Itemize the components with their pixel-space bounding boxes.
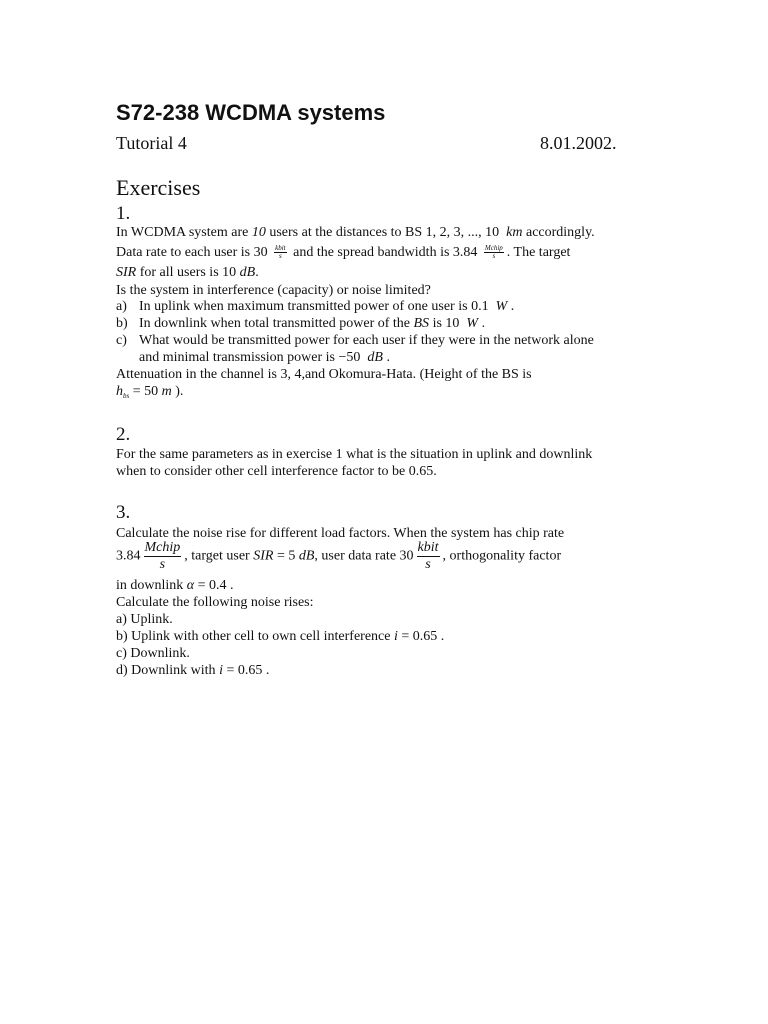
ex1-attenuation-line-1: Attenuation in the channel is 3, 4,and Okomura-Hata. (Height of the BS is: [116, 367, 532, 382]
ex2-line-1: For the same parameters as in exercise 1 what is the situation in uplink and downlink: [116, 447, 593, 462]
ex1-line-4: Is the system in interference (capacity) or noise limited?: [116, 283, 431, 298]
ex3-item-a: a) Uplink.: [116, 612, 173, 627]
ex3-line-4: Calculate the following noise rises:: [116, 595, 314, 610]
ex1-line-2: Data rate to each user is 30 $\frac{\text{kbit}}{s}$ and the spread bandwidth is 3.84 $\frac{\text{Mchip}}{s}$ . The target: [116, 244, 571, 261]
exercise-3-number: 3.: [116, 502, 131, 523]
document-title: S72-238 WCDMA systems: [116, 100, 386, 125]
ex1-item-b-label: b): [116, 316, 128, 331]
section-heading: Exercises: [116, 175, 201, 200]
ex2-line-2: when to consider other cell interference factor to be 0.65.: [116, 464, 437, 479]
ex3-line-1: Calculate the noise rise for different load factors. When the system has chip rate: [116, 526, 565, 541]
ex1-line-3: SIR for all users is 10 dB.: [116, 265, 259, 280]
ex1-line-1: In WCDMA system are 10 users at the distances to BS 1, 2, 3, ..., 10 km accordingly.: [116, 225, 595, 240]
ex1-item-c-label: c): [116, 333, 127, 348]
exercise-2-number: 2.: [116, 424, 131, 445]
exercise-1-number: 1.: [116, 203, 131, 224]
ex3-line-2: 3.84 $\frac{\text{Mchip}}{s}$ , target user SIR = 5 dB, user data rate 30 $\frac{\text{kbit}}{s}$ , orthogonality factor: [116, 540, 562, 572]
ex3-item-b: b) Uplink with other cell to own cell interference i = 0.65 .: [116, 629, 445, 644]
ex1-item-a-label: a): [116, 299, 127, 314]
ex1-item-c-line-1: What would be transmitted power for each user if they were in the network alone: [139, 333, 594, 348]
ex3-line-3: in downlink α = 0.4 .: [116, 578, 234, 593]
tutorial-date: 8.01.2002.: [540, 133, 617, 153]
ex1-attenuation-line-2: $h_{bs} = 50$ m ).: [116, 384, 184, 400]
ex3-item-c: c) Downlink.: [116, 646, 190, 661]
tutorial-label: Tutorial 4: [116, 133, 187, 153]
ex1-item-c-line-2: and minimal transmission power is −50 dB .: [139, 350, 390, 365]
ex1-item-a: In uplink when maximum transmitted power of one user is 0.1 W .: [139, 299, 515, 314]
ex1-item-b: In downlink when total transmitted power of the BS is 10 W .: [139, 316, 486, 331]
ex3-item-d: d) Downlink with i = 0.65 .: [116, 663, 270, 678]
